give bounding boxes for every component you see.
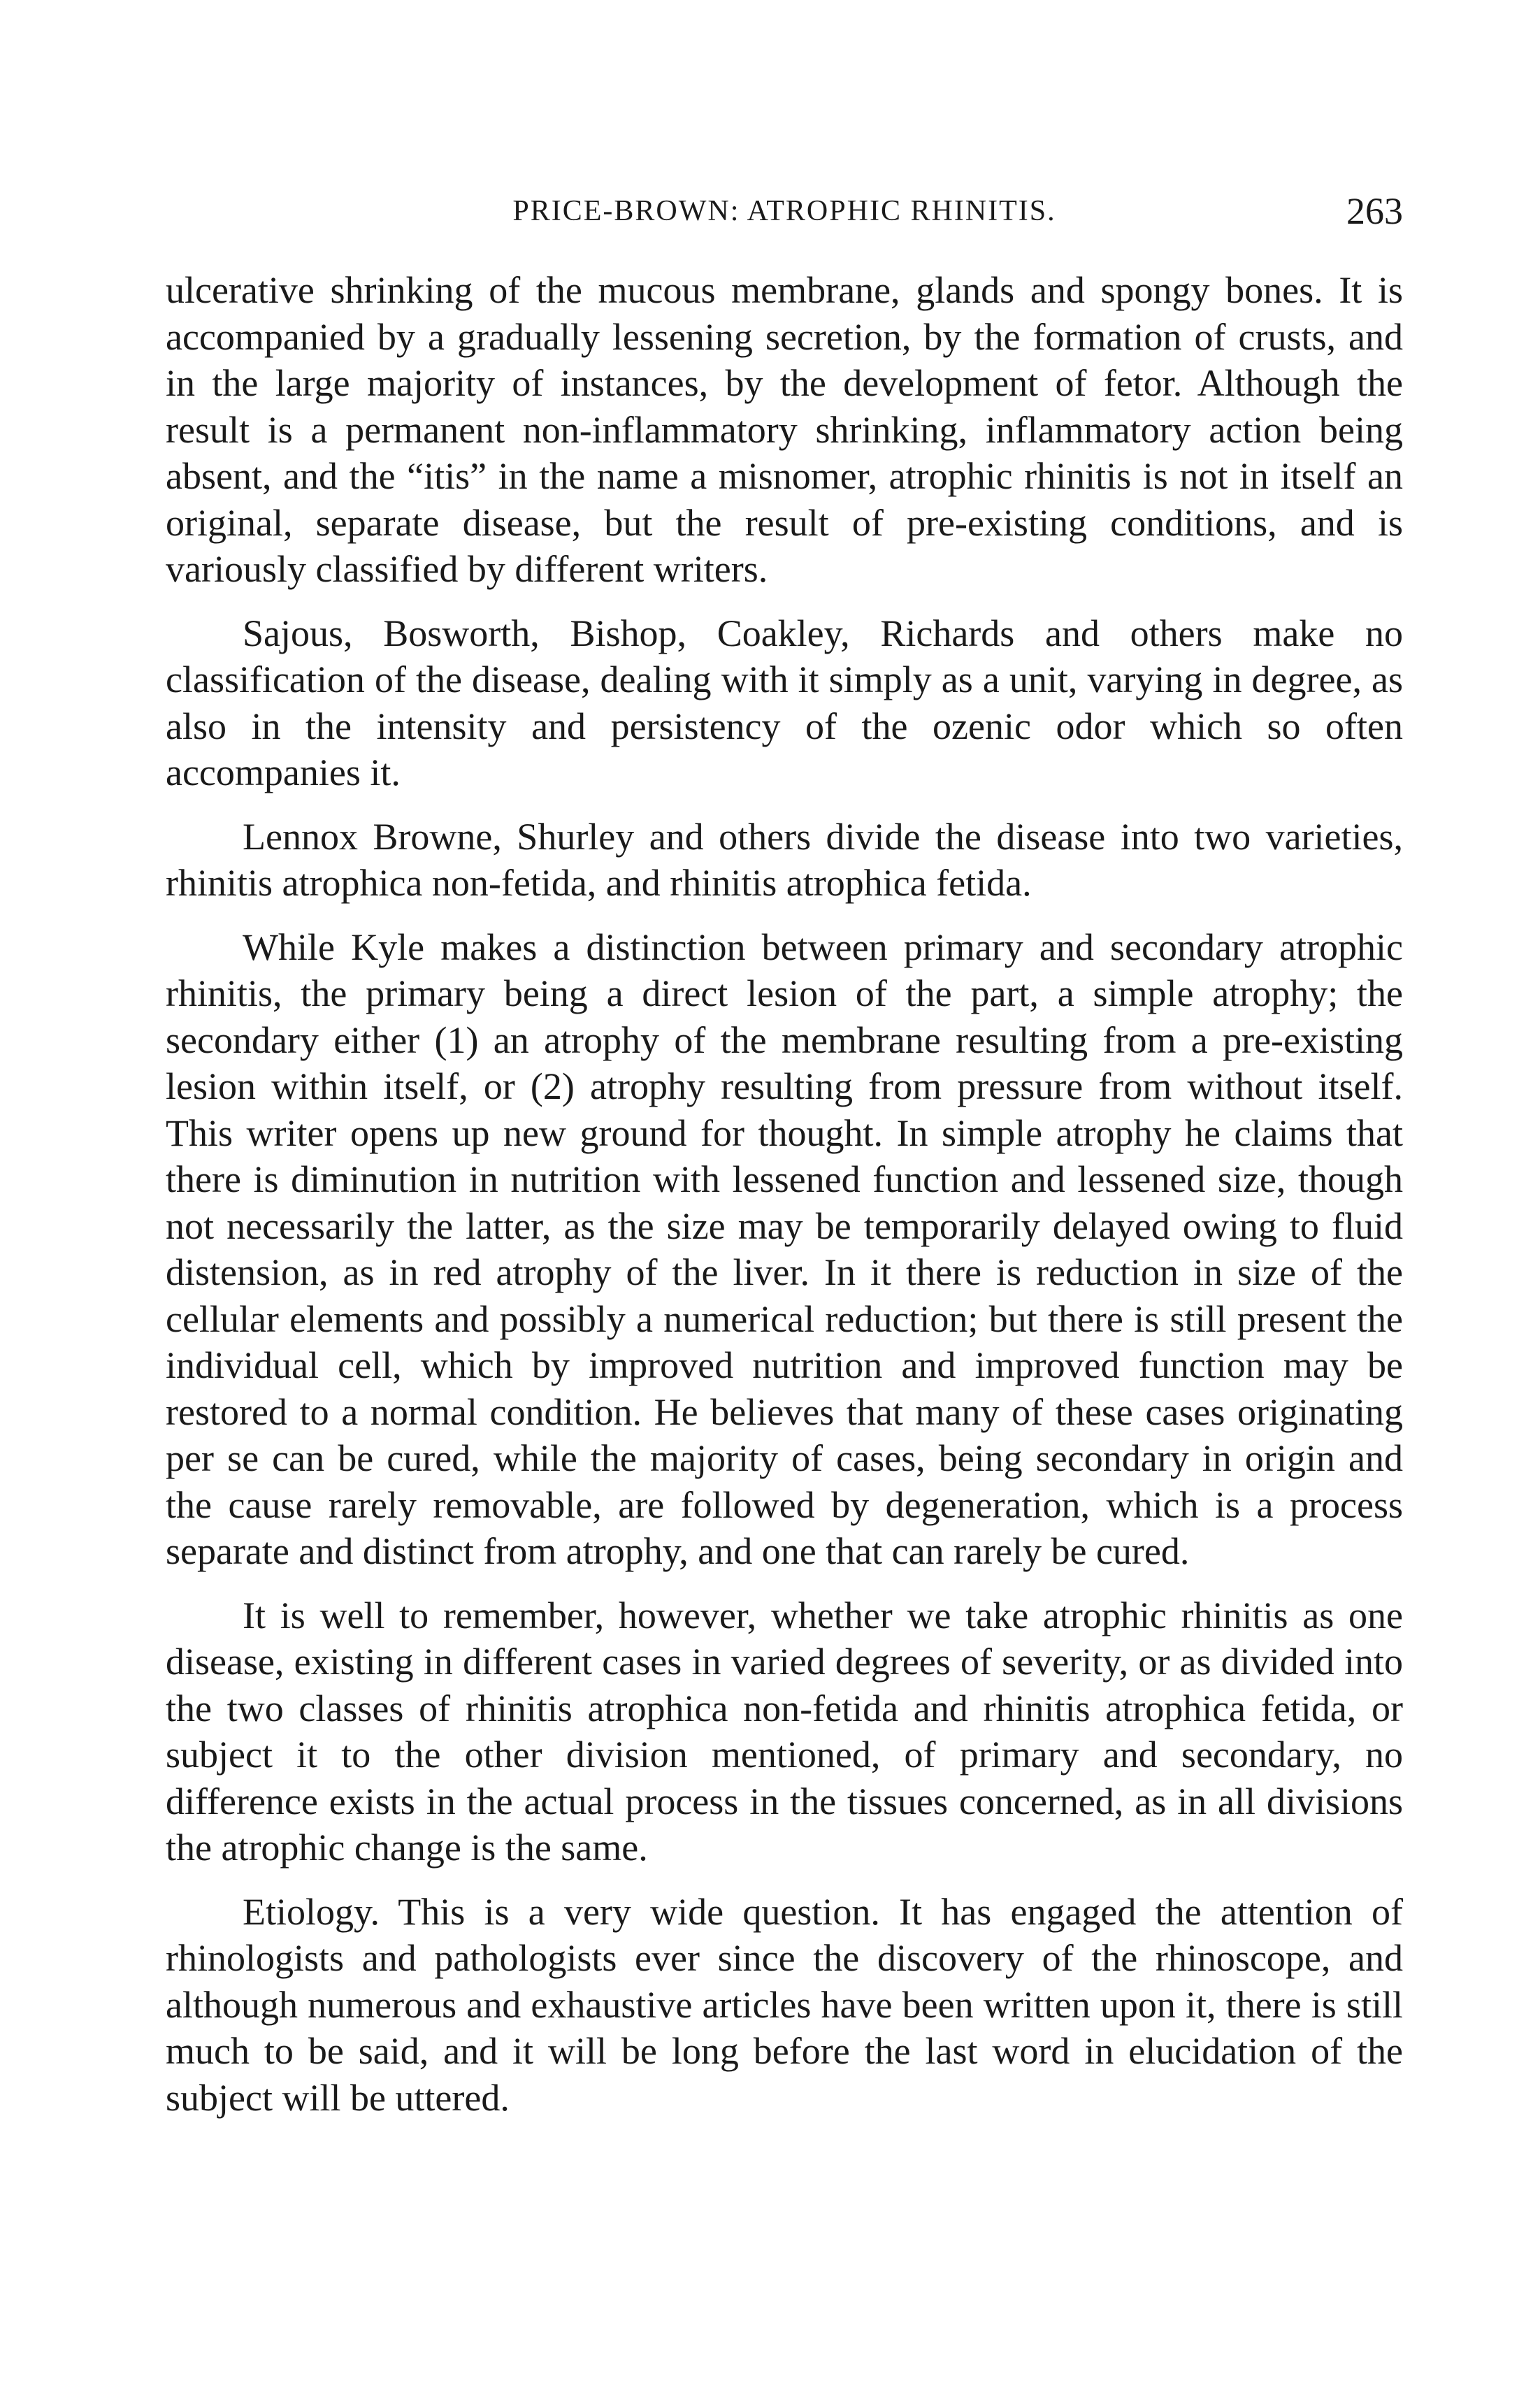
- paragraph-continued: ulcerative shrinking of the mucous membrane, glands and spongy bones. It is accompanied by a gradually lessening secretion, by the formation of crusts, and in the large majority of instances, by the development of fetor. Although the result is a permanent non-inflammatory shrinking, inflammatory action being absent, and the “itis” in the name a misnomer, atrophic rhinitis is not in itself an original, separate disease, but the result of pre-existing conditions, and is variously classified by different writers.: [166, 269, 1403, 590]
- running-head: [166, 183, 1403, 239]
- body-text: [166, 267, 1403, 2121]
- paragraph-classification-writers: Sajous, Bosworth, Bishop, Coakley, Richards and others make no classification of the disease, dealing with it simply as a unit, varying in degree, as also in the intensity and persistency of the ozenic odor which so often accompanies it.: [166, 612, 1403, 793]
- paragraph-two-varieties: Lennox Browne, Shurley and others divide the disease into two varieties, rhinitis atrophica non-fetida, and rhinitis atrophica fetida.: [166, 815, 1403, 904]
- book-page: [166, 183, 1403, 2121]
- paragraph-same-process: It is well to remember, however, whether we take atrophic rhinitis as one disease, existing in different cases in varied degrees of severity, or as divided into the two classes of rhinitis atrophica non-fetida and rhinitis atrophica fetida, or subject it to the other division mentioned, of primary and secondary, no difference exists in the actual process in the tissues concerned, as in all divisions the atrophic change is the same.: [166, 1594, 1403, 1869]
- paragraph-etiology: Etiology. This is a very wide question. It has engaged the attention of rhinologists and pathologists ever since the discovery of the rhinoscope, and although numerous and exhaustive articles have been written upon it, there is still much to be said, and it will be long before the last word in elucidation of the subject will be uttered.: [166, 1890, 1403, 2119]
- paragraph-kyle-distinction: While Kyle makes a distinction between primary and secondary atrophic rhinitis, the primary being a direct lesion of the part, a simple atrophy; the secondary either (1) an atrophy of the membrane resulting from a pre-existing lesion within itself, or (2) atrophy resulting from pressure from without itself. This writer opens up new ground for thought. In simple atrophy he claims that there is diminution in nutrition with lessened function and lessened size, though not necessarily the latter, as the size may be temporarily delayed owing to fluid distension, as in red atrophy of the liver. In it there is reduction in size of the cellular elements and possibly a numerical reduction; but there is still present the individual cell, which by improved nutrition and improved function may be restored to a normal condition. He believes that many of these cases originating per se can be cured, while the majority of cases, being secondary in origin and the cause rarely removable, are followed by degeneration, which is a process separate and distinct from atrophy, and one that can rarely be cured.: [166, 926, 1403, 1572]
- running-title: PRICE-BROWN: ATROPHIC RHINITIS.: [512, 195, 1056, 227]
- page-number: 263: [1346, 190, 1403, 232]
